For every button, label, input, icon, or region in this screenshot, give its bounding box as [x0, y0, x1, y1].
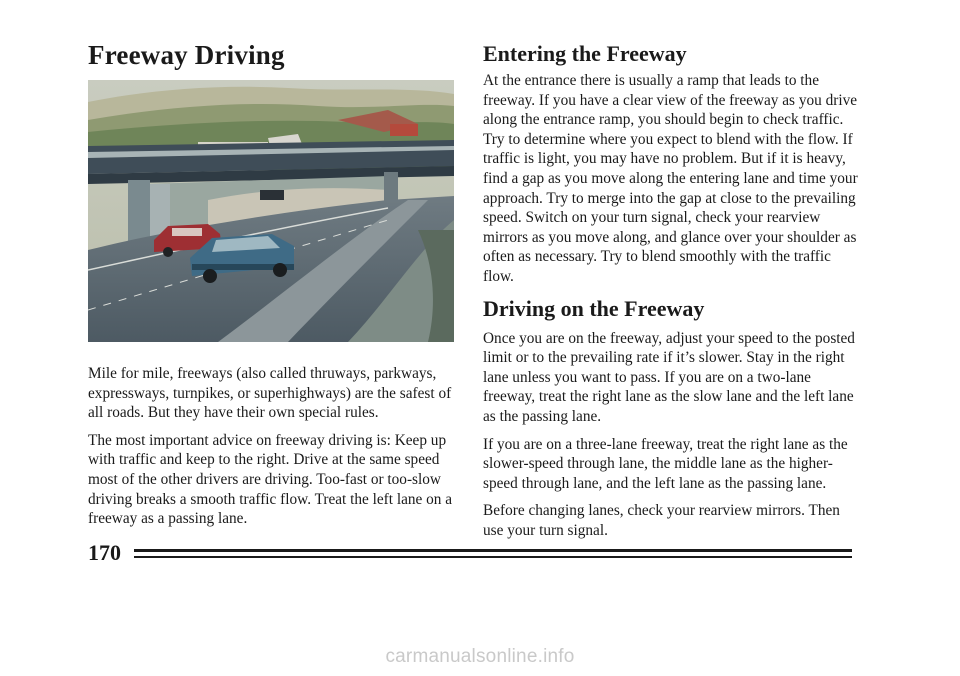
freeway-overpass-image	[88, 80, 454, 342]
section-heading-driving: Driving on the Freeway	[483, 295, 705, 321]
intro-paragraph-1: Mile for mile, freeways (also called thruways, parkways, expressways, turnpikes, or superhighways) are the safest of all roads. But they have their own special rules.	[88, 365, 452, 422]
entering-paragraph-1: At the entrance there is usually a ramp that leads to the freeway. If you have a clear view of the freeway as you drive along the entrance ramp, you should begin to check traffic. Try to determine where you expect to blend with the flow. If traffic is light, you may have no problem. But if it is heavy, find a gap as you move along the entering lane and time your approach. Try to merge into the gap at close to the prevailing speed. Switch on your turn signal, check your rearview mirrors as you move along, and glance over your shoulder as often as necessary. Try to blend smoothly with the traffic flow.	[483, 72, 858, 285]
intro-text	[88, 364, 460, 537]
right-column	[483, 40, 863, 548]
driving-paragraph-1: Once you are on the freeway, adjust your speed to the posted limit or to the prevailing rate if it’s slower. Stay in the right lane unless you want to pass. If you are on a two-lane freeway, treat the right lane as the slow lane and the left lane as the passing lane.	[483, 329, 855, 425]
page-footer	[88, 540, 852, 566]
driving-paragraph-3: Before changing lanes, check your rearview mirrors. Then use your turn signal.	[483, 502, 840, 539]
footer-rule-thick	[134, 549, 852, 552]
intro-paragraph-2: The most important advice on freeway driving is: Keep up with traffic and keep to the right. Drive at the same speed most of the other drivers are driving. Too-fast or too-slow driving breaks a smooth traffic flow. Treat the left lane on a freeway as a passing lane.	[88, 431, 453, 528]
page-title: Freeway Driving	[88, 40, 285, 70]
footer-rule-thin	[134, 556, 852, 558]
page-number: 170	[88, 540, 121, 565]
watermark-text: carmanualsonline.info	[385, 646, 575, 667]
freeway-illustration	[88, 80, 454, 342]
section-heading-entering: Entering the Freeway	[483, 41, 687, 66]
driving-paragraph-2: If you are on a three-lane freeway, treat the right lane as the slower-speed through lane, the middle lane as the higher-speed through lane, and the left lane as the passing lane.	[483, 435, 848, 492]
